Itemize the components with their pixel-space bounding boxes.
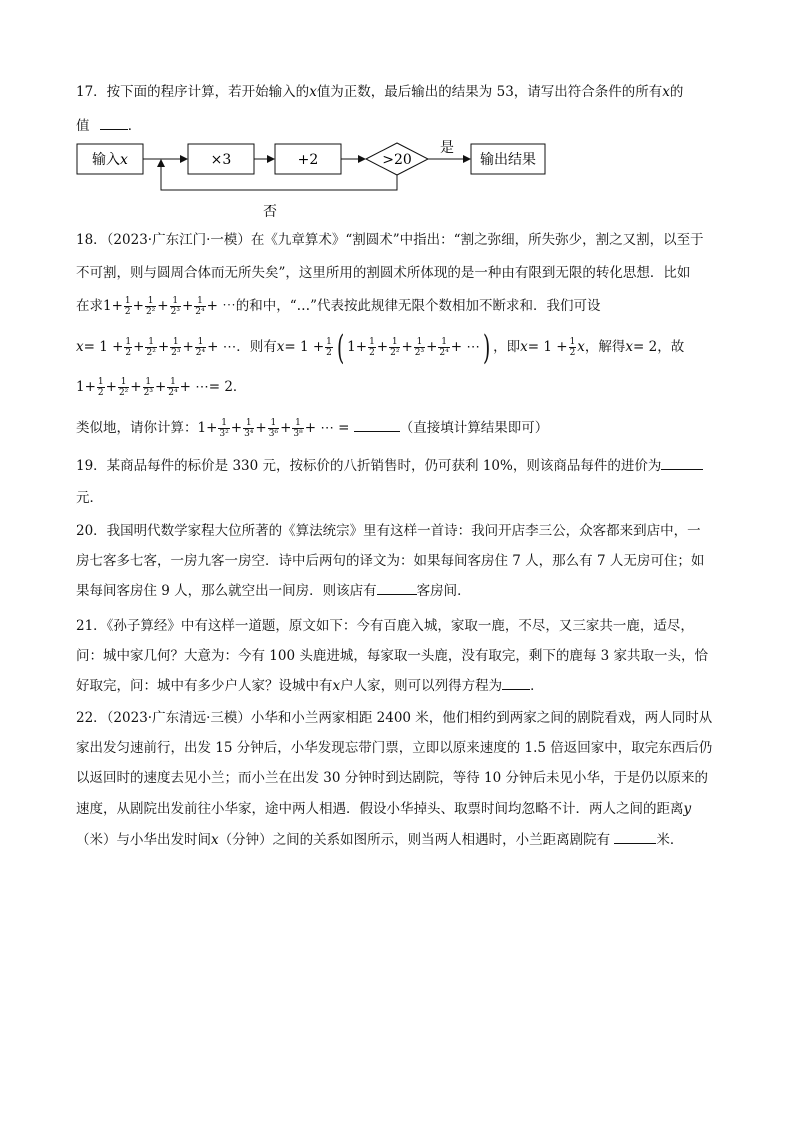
- answer-blank[interactable]: [377, 582, 417, 595]
- condition-label: >20: [382, 152, 412, 168]
- q18-line2: 不可割，则与圆周合体而无所失矣”，这里所用的割圆术所体现的是一种由有限到无限的转化思想．比如: [76, 265, 691, 281]
- q21-line2: 问：城中家几何？大意为：今有 100 头鹿进城，每家取一头鹿，没有取完，剩下的鹿每 3 家共取一头，恰: [76, 648, 709, 664]
- q22-line2: 家出发匀速前行，出发 15 分钟后，小华发现忘带门票，立即以原来速度的 1.5 倍返回家中，取完东西后仍: [76, 740, 713, 756]
- input-label: 输入x: [92, 152, 128, 168]
- q22-line1: 22．（2023·广东清远·三模）小华和小兰两家相距 2400 米，他们相约到两家之间的剧院看戏，两人同时从: [76, 710, 713, 726]
- q20-line2: 房七客多七客，一房九客一房空．诗中后两句的译文为：如果每间客房住 7 人，那么有 7 人无房可住；如: [76, 553, 705, 569]
- yes-label: 是: [440, 140, 454, 156]
- answer-blank[interactable]: [502, 677, 530, 690]
- q18-line3: 在求1+ $\frac{1}{2}$ + $\frac{1}{\text{2²}}$ + $\frac{1}{\text{2³}}$ + $\frac{1}{\text{2⁴}}$ + ⋯的和中，“…”代表按此规律无限个数相加不断求和．我们可设: [76, 296, 601, 317]
- q17-text-c: 的: [669, 84, 684, 100]
- q18-line5: 1+ $\frac{1}{2}$ + $\frac{1}{\text{2²}}$ + $\frac{1}{\text{2³}}$ + $\frac{1}{\text{2⁴}}$ + ⋯= 2．: [76, 377, 247, 398]
- output-label: 输出结果: [480, 152, 536, 168]
- q18-line1: 18．（2023·广东江门·一模）在《九章算术》“割圆术”中指出：“割之弥细，所失弥少，割之又割，以至于: [76, 232, 704, 248]
- answer-blank[interactable]: [661, 457, 703, 470]
- q17-text-b: 值为正数，最后输出的结果为 53，请写出符合条件的所有: [316, 84, 663, 100]
- answer-blank[interactable]: [354, 419, 400, 432]
- q17-value-label: 值: [76, 118, 90, 134]
- var-x: x: [662, 84, 670, 100]
- q22-line3: 以返回时的速度去见小兰；而小兰在出发 30 分钟时到达剧院，等待 10 分钟后未见小华，于是仍以原来的: [76, 770, 709, 786]
- q18-line6: 类似地，请你计算：1+ $\frac{1}{\text{3²}}$ + $\frac{1}{\text{3⁴}}$ + $\frac{1}{\text{3⁶}}$ + $\frac{1}{\text{3⁸}}$ + ⋯ = （直接填计算结果即可）: [76, 418, 549, 439]
- q21-line1: 21．《孙子算经》中有这样一道题，原文如下：今有百鹿入城，家取一鹿，不尽，又三家共一鹿，适尽，: [76, 618, 694, 634]
- plus2-label: +2: [297, 152, 319, 168]
- q20-line1: 20．我国明代数学家程大位所著的《算法统宗》里有这样一首诗：我问开店李三公，众客都来到店中，一: [76, 523, 701, 539]
- q18-line4: x= 1 + $\frac{1}{2}$ + $\frac{1}{\text{2²}}$ + $\frac{1}{\text{2³}}$ + $\frac{1}{\text{2⁴}}$ + ⋯．则有x= 1 + $\frac{1}{2}$ ( 1+ $\frac{1}{2}$ + $\frac{1}{\text{2²}}$ + $\frac{1}{\text{2³}}$ + $\frac{1}{\text{2⁴}}$ + ⋯) ，即x= 1 + $\frac{1}{2}$ x，解得x= 2，故: [76, 327, 685, 368]
- answer-blank[interactable]: [100, 117, 128, 130]
- program-flowchart: [70, 136, 560, 224]
- times3-label: ×3: [210, 152, 232, 168]
- no-label: 否: [263, 204, 277, 220]
- answer-blank[interactable]: [614, 831, 656, 844]
- q21-line3: 好取完，问：城中有多少户人家？设城中有x户人家，则可以列得方程为 ．: [76, 678, 544, 694]
- q22-line4: 速度，从剧院出发前往小华家，途中两人相遇．假设小华掉头、取票时间均忽略不计．两人之间的距离y: [76, 801, 692, 817]
- q20-line3: 果每间客房住 9 人，那么就空出一间房．则该店有 客房间．: [76, 583, 471, 599]
- q22-line5: （米）与小华出发时间x（分钟）之间的关系如图所示，则当两人相遇时，小兰距离剧院有 米．: [76, 832, 684, 848]
- var-x: x: [309, 84, 317, 100]
- q17-line1: [76, 83, 683, 101]
- q19-line2: 元．: [76, 490, 103, 506]
- q17-text-a: 17．按下面的程序计算，若开始输入的: [76, 84, 310, 100]
- q19-line1: 19．某商品每件的标价是 330 元，按标价的八折销售时，仍可获利 10%，则该商品每件的进价为: [76, 457, 703, 475]
- q17-line2: 值 ．: [76, 118, 142, 134]
